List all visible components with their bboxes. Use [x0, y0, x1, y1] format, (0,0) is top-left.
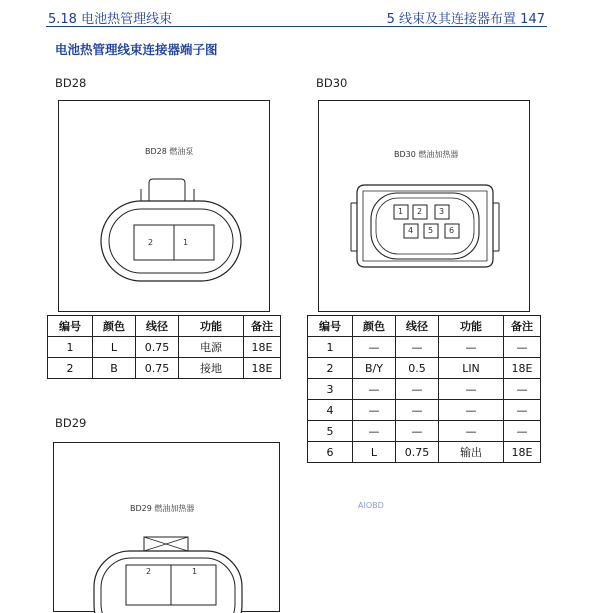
cell: 0.75 [396, 442, 439, 463]
cell: 4 [308, 400, 353, 421]
header-divider [46, 26, 547, 27]
col-number: 编号 [48, 316, 93, 337]
cell: 18E [244, 358, 281, 379]
bd30-caption: BD30 燃油加热器 [394, 150, 459, 159]
table-row [308, 400, 541, 421]
cell: 3 [308, 379, 353, 400]
bd30-pin-4: 4 [408, 226, 414, 235]
watermark: AIOBD [358, 501, 384, 510]
bd29-label: BD29 [55, 416, 87, 430]
cell: LIN [439, 358, 504, 379]
cell: 电源 [179, 337, 244, 358]
cell: — [504, 421, 541, 442]
table-row [48, 358, 281, 379]
bd30-pin-3: 3 [439, 207, 445, 216]
cell: 18E [504, 442, 541, 463]
cell: — [439, 379, 504, 400]
bd28-connector-drawing [59, 101, 271, 313]
col-function: 功能 [439, 316, 504, 337]
bd30-pin-5: 5 [428, 226, 434, 235]
bd28-connector-figure [58, 100, 270, 312]
cell: B [93, 358, 136, 379]
cell: 0.75 [136, 358, 179, 379]
cell: — [504, 337, 541, 358]
col-gauge: 线径 [396, 316, 439, 337]
bd29-connector-figure [53, 442, 280, 612]
cell: — [396, 421, 439, 442]
cell: 5 [308, 421, 353, 442]
bd30-connector-drawing [319, 101, 531, 313]
cell: 1 [308, 337, 353, 358]
bd29-connector-drawing [54, 443, 281, 613]
cell: — [439, 421, 504, 442]
col-gauge: 线径 [136, 316, 179, 337]
table-header-row [48, 316, 281, 337]
bd29-pin-1: 1 [192, 567, 198, 576]
cell: B/Y [353, 358, 396, 379]
cell: 18E [504, 358, 541, 379]
cell: — [504, 379, 541, 400]
cell: — [396, 337, 439, 358]
header-section-title: 5.18 电池热管理线束 [48, 12, 173, 27]
bd30-pin-6: 6 [449, 226, 455, 235]
cell: — [353, 400, 396, 421]
cell: — [439, 400, 504, 421]
bd30-pin-2: 2 [417, 207, 423, 216]
cell: — [504, 400, 541, 421]
cell: L [93, 337, 136, 358]
bd29-pin-2: 2 [146, 567, 152, 576]
cell: 输出 [439, 442, 504, 463]
table-row [308, 337, 541, 358]
cell: 0.5 [396, 358, 439, 379]
cell: 2 [48, 358, 93, 379]
table-row [308, 421, 541, 442]
col-function: 功能 [179, 316, 244, 337]
cell: — [396, 379, 439, 400]
cell: — [353, 337, 396, 358]
table-row [308, 379, 541, 400]
bd30-connector-figure [318, 100, 530, 312]
cell: 2 [308, 358, 353, 379]
table-row [48, 337, 281, 358]
cell: — [353, 421, 396, 442]
bd30-pin-table [307, 315, 541, 463]
cell: — [396, 400, 439, 421]
table-row [308, 442, 541, 463]
section-title: 电池热管理线束连接器端子图 [55, 42, 218, 57]
bd28-pin-table [47, 315, 281, 379]
cell: 0.75 [136, 337, 179, 358]
cell: — [439, 337, 504, 358]
table-header-row [308, 316, 541, 337]
bd30-label: BD30 [316, 76, 348, 90]
bd30-pin-1: 1 [398, 207, 404, 216]
cell: 18E [244, 337, 281, 358]
cell: 接地 [179, 358, 244, 379]
cell: L [353, 442, 396, 463]
header-chapter-page: 5 线束及其连接器布置 147 [386, 12, 545, 27]
col-remark: 备注 [504, 316, 541, 337]
col-number: 编号 [308, 316, 353, 337]
col-color: 颜色 [93, 316, 136, 337]
cell: 6 [308, 442, 353, 463]
col-remark: 备注 [244, 316, 281, 337]
bd29-caption: BD29 燃油加热器 [130, 504, 195, 513]
bd28-pin-1: 1 [183, 238, 189, 247]
cell: 1 [48, 337, 93, 358]
bd28-pin-2: 2 [148, 238, 154, 247]
cell: — [353, 379, 396, 400]
bd28-label: BD28 [55, 76, 87, 90]
table-row [308, 358, 541, 379]
col-color: 颜色 [353, 316, 396, 337]
bd28-caption: BD28 燃油泵 [145, 147, 194, 156]
